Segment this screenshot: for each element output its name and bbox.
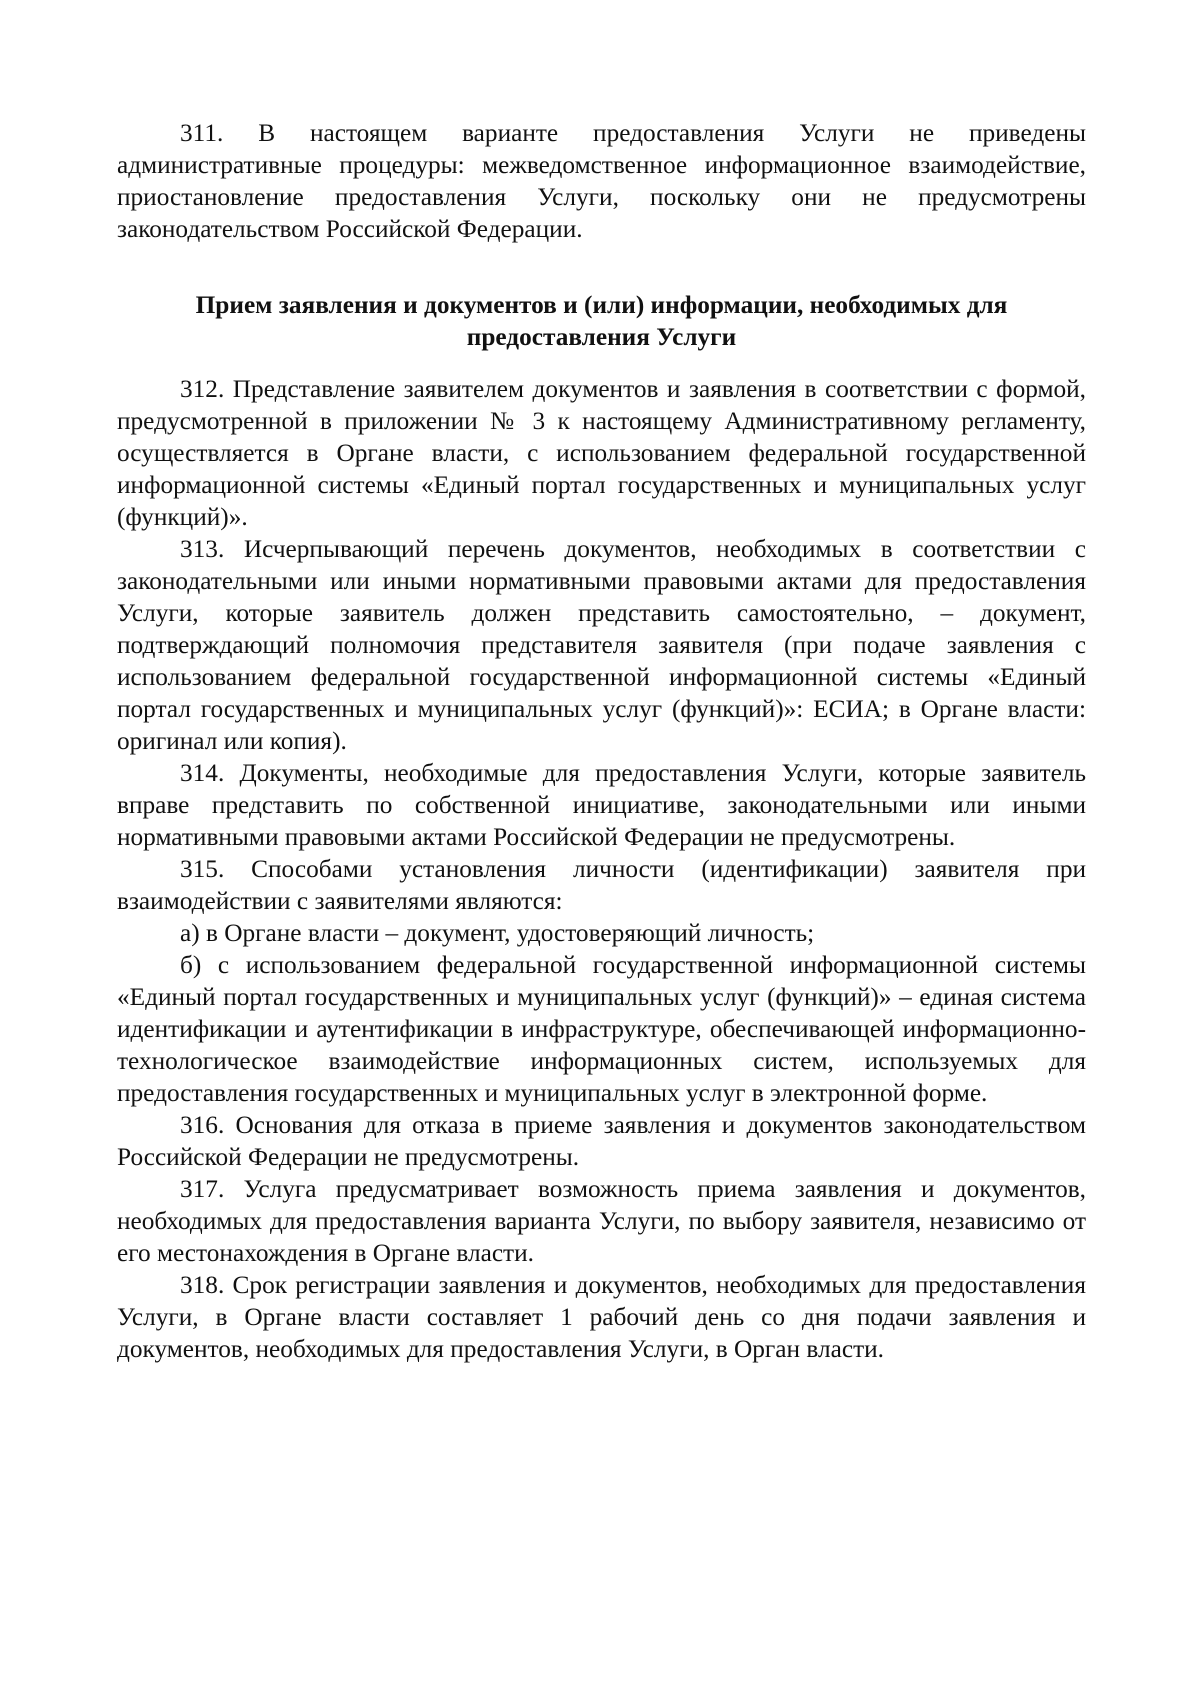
document-page bbox=[117, 117, 1086, 1365]
paragraph-313: 313. Исчерпывающий перечень документов, необходимых в соответствии с законодательными или иными нормативными правовыми актами для предоставления Услуги, которые заявитель должен представить самостоятельно, – документ, подтверждающий полномочия представителя заявителя (при подаче заявления с использованием федеральной государственной информационной системы «Единый портал государственных и муниципальных услуг (функций)»: ЕСИА; в Органе власти: оригинал или копия). bbox=[117, 535, 1086, 755]
paragraph-312: 312. Представление заявителем документов и заявления в соответствии с формой, предусмотренной в приложении № 3 к настоящему Административному регламенту, осуществляется в Органе власти, с использованием федеральной государственной информационной системы «Единый портал государственных и муниципальных услуг (функций)». bbox=[117, 375, 1086, 531]
paragraph-314: 314. Документы, необходимые для предоставления Услуги, которые заявитель вправе представить по собственной инициативе, законодательными или иными нормативными правовыми актами Российской Федерации не предусмотрены. bbox=[117, 759, 1086, 851]
paragraph-317: 317. Услуга предусматривает возможность приема заявления и документов, необходимых для предоставления варианта Услуги, по выбору заявителя, независимо от его местонахождения в Органе власти. bbox=[117, 1175, 1086, 1267]
paragraph-311: 311. В настоящем варианте предоставления Услуги не приведены административные процедуры: межведомственное информационное взаимодействие, приостановление предоставления Услуги, поскольку они не предусмотрены законодательством Российской Федерации. bbox=[117, 119, 1086, 243]
paragraph-316: 316. Основания для отказа в приеме заявления и документов законодательством Российской Федерации не предусмотрены. bbox=[117, 1111, 1086, 1171]
section-heading: Прием заявления и документов и (или) информации, необходимых для предоставления Услуги bbox=[195, 291, 1008, 351]
paragraph-315-b: б) с использованием федеральной государственной информационной системы «Единый портал государственных и муниципальных услуг (функций)» – единая система идентификации и аутентификации в инфраструктуре, обеспечивающей информационно-технологическое взаимодействие информационных систем, используемых для предоставления государственных и муниципальных услуг в электронной форме. bbox=[117, 951, 1086, 1107]
paragraph-315-a: а) в Органе власти – документ, удостоверяющий личность; bbox=[180, 919, 815, 947]
paragraph-315: 315. Способами установления личности (идентификации) заявителя при взаимодействии с заявителями являются: bbox=[117, 855, 1086, 915]
paragraph-318: 318. Срок регистрации заявления и документов, необходимых для предоставления Услуги, в Органе власти составляет 1 рабочий день со дня подачи заявления и документов, необходимых для предоставления Услуги, в Орган власти. bbox=[117, 1271, 1086, 1363]
